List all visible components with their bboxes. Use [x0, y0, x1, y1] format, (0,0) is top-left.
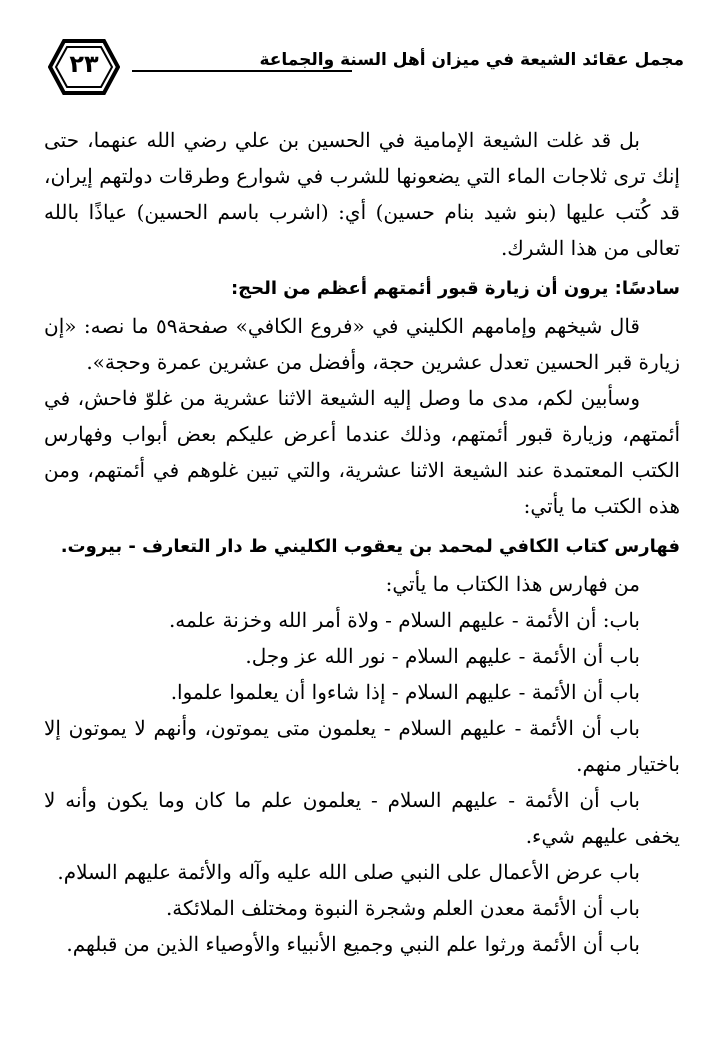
paragraph: قال شيخهم وإمامهم الكليني في «فروع الكافي» صفحة٥٩ ما نصه: «إن زيارة قبر الحسين تعدل عشرين حجة، وأفضل من عشرين عمرة وحجة». — [44, 314, 680, 374]
list-item: باب أن الأئمة معدن العلم وشجرة النبوة ومختلف الملائكة. — [165, 896, 640, 920]
running-title: مجمل عقائد الشيعة في ميزان أهل السنة والجماعة — [259, 50, 684, 70]
list-item: باب أن الأئمة ورثوا علم النبي وجميع الأنبياء والأوصياء الذين من قبلهم. — [66, 932, 640, 956]
paragraph: بل قد غلت الشيعة الإمامية في الحسين بن علي رضي الله عنهما، حتى إنك ترى ثلاجات الماء التي يضعونها للشرب في شوارع وطرقات دولتهم إيران، قد كُتب عليها (بنو شيد بنام حسين) أي: (اشرب باسم الحسين) عياذًا بالله تعالى من هذا الشرك. — [44, 128, 680, 260]
page-header — [40, 38, 684, 100]
page-number-badge — [48, 38, 120, 96]
page-body — [44, 122, 680, 962]
list-item: باب أن الأئمة - عليهم السلام - يعلمون علم ما كان وما يكون وأنه لا يخفى عليهم شيء. — [44, 788, 680, 848]
paragraph: وسأبين لكم، مدى ما وصل إليه الشيعة الاثنا عشرية من غلوّ فاحش، في أئمتهم، وزيارة قبور أئمتهم، وذلك عندما أعرض عليكم بعض أبواب وفهارس الكتب المعتمدة عند الشيعة الاثنا عشرية، والتي تبين غلوهم في أئمتهم، ومن هذه الكتب ما يأتي: — [44, 386, 680, 518]
paragraph: من فهارس هذا الكتاب ما يأتي: — [385, 572, 640, 596]
list-item: باب: أن الأئمة - عليهم السلام - ولاة أمر الله وخزنة علمه. — [168, 608, 640, 632]
section-heading: سادسًا: يرون أن زيارة قبور أئمتهم أعظم من الحج: — [230, 278, 680, 299]
list-item: باب أن الأئمة - عليهم السلام - إذا شاءوا أن يعلموا علموا. — [170, 680, 640, 704]
list-item: باب عرض الأعمال على النبي صلى الله عليه وآله والأئمة عليهم السلام. — [57, 860, 640, 884]
list-item: باب أن الأئمة - عليهم السلام - يعلمون متى يموتون، وأنهم لا يموتون إلا باختيار منهم. — [44, 716, 680, 776]
section-heading: فهارس كتاب الكافي لمحمد بن يعقوب الكليني ط دار التعارف - بيروت. — [60, 536, 680, 557]
page-number: ٢٣ — [69, 50, 99, 78]
chapter-list — [44, 602, 680, 962]
header-rule — [132, 70, 352, 72]
list-item: باب أن الأئمة - عليهم السلام - نور الله عز وجل. — [245, 644, 640, 668]
